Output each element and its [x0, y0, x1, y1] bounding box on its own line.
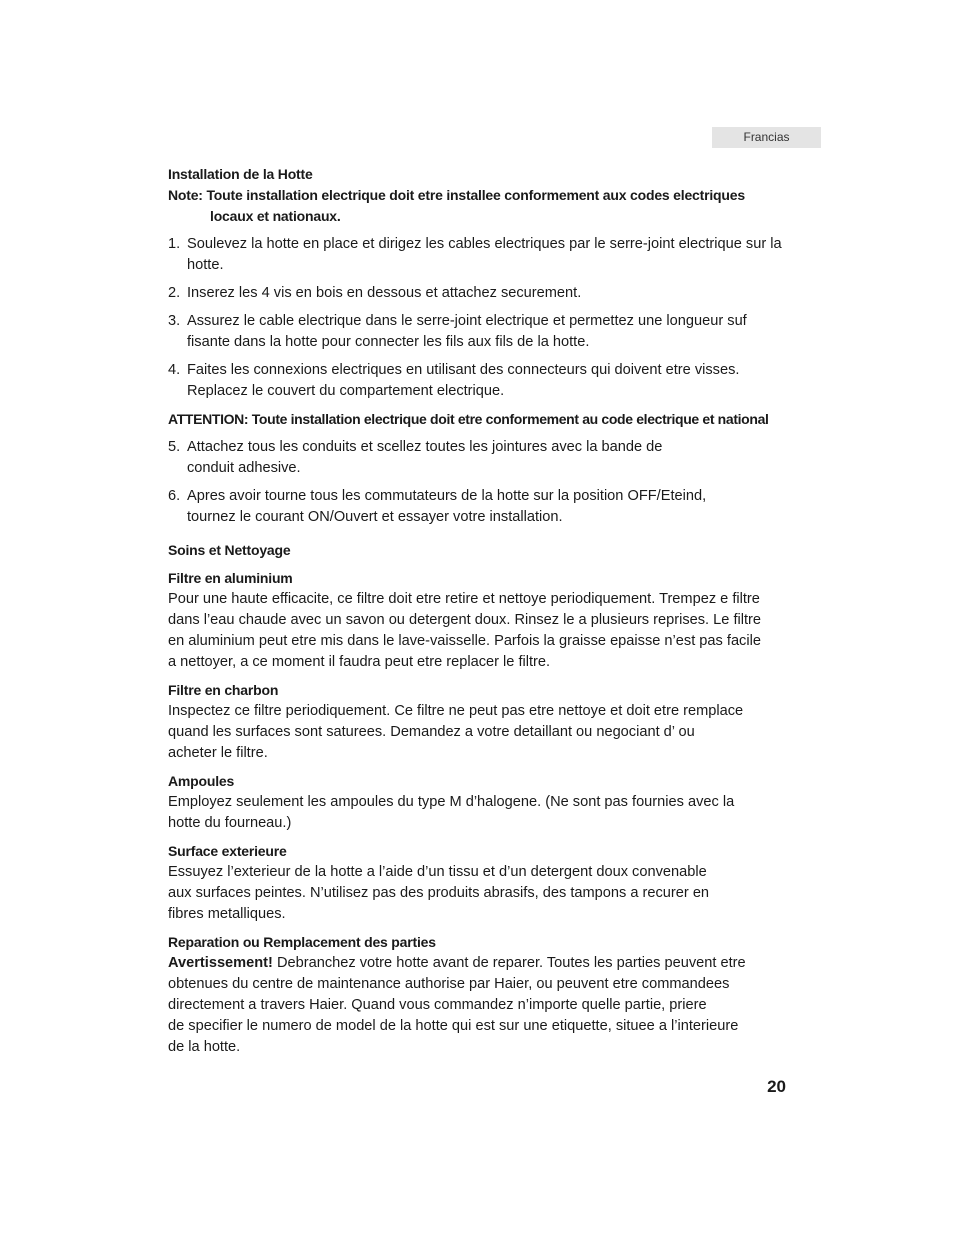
note-label: Note:: [168, 187, 203, 203]
section-repair: [168, 932, 793, 1058]
step-text: Soulevez la hotte en place et dirigez les cables electriques par le serre-joint electrique sur la hotte.: [187, 236, 782, 273]
installation-note: [168, 185, 793, 227]
warning-label: Avertissement!: [168, 955, 273, 971]
text-line: fibres metalliques.: [168, 906, 286, 922]
section-text: [168, 862, 793, 925]
text-line: Essuyez l’exterieur de la hotte a l’aide d’un tissu et d’un detergent doux convenable: [168, 864, 707, 880]
text-line: Debranchez votre hotte avant de reparer. Toutes les parties peuvent etre: [272, 955, 746, 971]
document-body: [168, 164, 793, 1058]
step-line: Attachez tous les conduits et scellez toutes les jointures avec la bande de: [187, 439, 663, 455]
install-step-3: [168, 311, 793, 353]
section-text: [168, 589, 793, 673]
note-line2: locaux et nationaux.: [210, 208, 341, 224]
text-line: hotte du fourneau.): [168, 815, 292, 831]
text-line: Employez seulement les ampoules du type M d’halogene. (Ne sont pas fournies avec la: [168, 794, 735, 810]
step-line: tournez le courant ON/Ouvert et essayer votre installation.: [187, 509, 563, 525]
section-text: [168, 953, 793, 1058]
section-exterior-surface: [168, 841, 793, 925]
section-aluminium-filter: [168, 568, 793, 673]
section-text: [168, 792, 793, 834]
text-line: aux surfaces peintes. N’utilisez pas des produits abrasifs, des tampons a recurer en: [168, 885, 710, 901]
install-step-1: [168, 234, 793, 276]
text-line: Pour une haute efficacite, ce filtre doit etre retire et nettoye periodiquement. Trempez e filtre: [168, 591, 760, 607]
step-number: 4.: [168, 362, 181, 378]
step-text: [187, 437, 793, 479]
install-step-5: [168, 437, 793, 479]
text-line: de la hotte.: [168, 1039, 241, 1055]
step-text: Inserez les 4 vis en bois en dessous et attachez securement.: [187, 285, 582, 301]
section-text: [168, 701, 793, 764]
step-number: 5.: [168, 439, 181, 455]
text-line: quand les surfaces sont saturees. Demandez a votre detaillant ou negociant d’ ou: [168, 724, 695, 740]
text-line: Inspectez ce filtre periodiquement. Ce filtre ne peut pas etre nettoye et doit etre remplace: [168, 703, 744, 719]
install-step-2: [168, 283, 793, 304]
step-number: 6.: [168, 488, 181, 504]
section-title: Surface exterieure: [168, 843, 287, 859]
text-line: en aluminium peut etre mis dans le lave-vaisselle. Parfois la graisse epaisse n’est pas facile: [168, 633, 761, 649]
text-line: a nettoyer, a ce moment il faudra peut etre replacer le filtre.: [168, 654, 551, 670]
section-bulbs: [168, 771, 793, 834]
section-title: Ampoules: [168, 773, 235, 789]
language-tab: Francias: [712, 127, 821, 148]
text-line: dans l’eau chaude avec un savon ou detergent doux. Rinsez le a plusieurs reprises. Le filtre: [168, 612, 762, 628]
install-step-4: [168, 360, 793, 402]
step-line: Apres avoir tourne tous les commutateurs de la hotte sur la position OFF/Eteind,: [187, 488, 707, 504]
care-title: Soins et Nettoyage: [168, 542, 291, 558]
text-line: obtenues du centre de maintenance authorise par Haier, ou peuvent etre commandees: [168, 976, 730, 992]
attention-warning: ATTENTION: Toute installation electrique doit etre conformement au code electrique et national: [168, 411, 769, 427]
step-number: 3.: [168, 313, 181, 329]
text-line: de specifier le numero de model de la hotte qui est sur une etiquette, situee a l’interieure: [168, 1018, 739, 1034]
step-text: Faites les connexions electriques en utilisant des connecteurs qui doivent etre visses. Replacez le couvert du compartement electrique.: [187, 362, 740, 399]
install-step-6: [168, 486, 793, 528]
step-text: [187, 486, 793, 528]
section-title: Reparation ou Remplacement des parties: [168, 934, 436, 950]
installation-title: Installation de la Hotte: [168, 166, 313, 182]
step-number: 1.: [168, 236, 181, 252]
text-line: acheter le filtre.: [168, 745, 268, 761]
text-line: directement a travers Haier. Quand vous commandez n’importe quelle partie, priere: [168, 997, 707, 1013]
section-title: Filtre en charbon: [168, 682, 279, 698]
step-number: 2.: [168, 285, 181, 301]
section-title: Filtre en aluminium: [168, 570, 293, 586]
step-text: Assurez le cable electrique dans le serre-joint electrique et permettez une longueur suf fisante dans la hotte pour connecter les fils aux fils de la hotte.: [187, 313, 747, 350]
section-charcoal-filter: [168, 680, 793, 764]
step-line: conduit adhesive.: [187, 460, 301, 476]
note-line1: Toute installation electrique doit etre installee conformement aux codes electriques: [206, 187, 745, 203]
page-number: 20: [767, 1077, 786, 1096]
